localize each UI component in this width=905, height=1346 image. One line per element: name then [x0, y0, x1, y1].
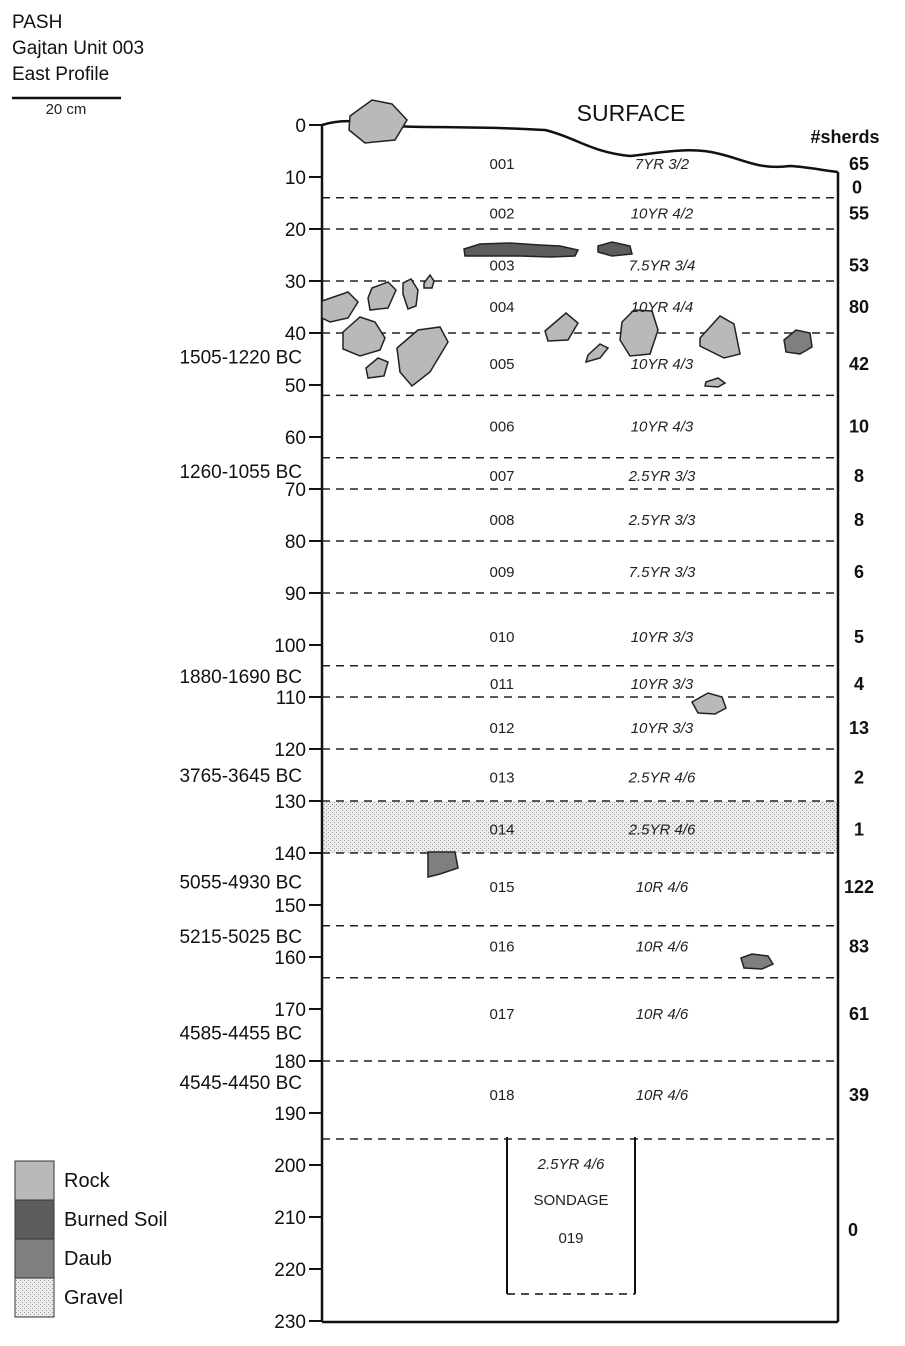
- rock: [322, 292, 358, 322]
- depth-tick-label: 70: [284, 480, 306, 501]
- rock: [368, 282, 396, 310]
- legend-label: Gravel: [64, 1287, 123, 1309]
- layer-sherd-count: 8: [853, 510, 865, 531]
- rock: [397, 327, 448, 386]
- layer-unit-number: 015: [489, 878, 515, 896]
- radiocarbon-date: 3765-3645 BC: [179, 766, 302, 787]
- layer-unit-number: 017: [489, 1006, 515, 1024]
- layer-munsell-color: 2.5YR 3/3: [628, 512, 696, 530]
- layer-munsell-color: 10YR 4/3: [630, 418, 694, 436]
- depth-tick-label: 60: [284, 428, 306, 449]
- layer-munsell-color: 7.5YR 3/4: [628, 257, 696, 275]
- layer-munsell-color: 2.5YR 4/6: [628, 769, 696, 787]
- layer-unit-number: 006: [489, 418, 515, 436]
- radiocarbon-date: 4545-4450 BC: [179, 1072, 302, 1094]
- depth-tick-label: 130: [274, 792, 306, 813]
- layer-sherd-count: 39: [848, 1084, 870, 1105]
- depth-tick-label: 30: [284, 272, 306, 293]
- rock: [620, 310, 658, 356]
- depth-tick-label: 40: [284, 324, 306, 345]
- layer-munsell-color: 2.5YR 3/3: [628, 468, 696, 485]
- depth-tick-label: 100: [274, 636, 306, 657]
- layer-unit-number: 018: [489, 1086, 515, 1104]
- radiocarbon-date: 5055-4930 BC: [179, 872, 302, 894]
- layer-unit-number: 005: [489, 356, 515, 374]
- legend-swatch: [15, 1239, 54, 1278]
- depth-tick-label: 50: [284, 376, 306, 397]
- sondage-unit: 019: [558, 1230, 584, 1247]
- depth-tick-label: 140: [274, 844, 306, 865]
- burned-soil: [598, 242, 632, 256]
- layer-sherd-count: 83: [848, 936, 870, 957]
- layer-munsell-color: 10YR 3/3: [630, 629, 694, 647]
- depth-tick-label: 200: [274, 1156, 306, 1177]
- radiocarbon-date: 1505-1220 BC: [179, 347, 302, 369]
- radiocarbon-dates: [179, 347, 302, 1093]
- layer-sherd-count: 5: [853, 627, 865, 648]
- depth-tick-label: 150: [274, 896, 306, 917]
- legend-label: Daub: [64, 1248, 112, 1270]
- layer-munsell-color: 10R 4/6: [635, 938, 689, 956]
- rock: [692, 693, 726, 714]
- depth-tick-label: 190: [274, 1104, 306, 1125]
- sherds-header: #sherds: [810, 127, 880, 147]
- layer-munsell-color: 10R 4/6: [635, 1006, 689, 1024]
- depth-tick-label: 160: [274, 948, 306, 969]
- daub: [741, 954, 773, 969]
- layer-sherd-count: 80: [848, 297, 870, 317]
- surface-label: SURFACE: [576, 100, 686, 126]
- layer-sherd-count: 55: [848, 203, 870, 224]
- legend: [15, 1161, 167, 1317]
- layer-sherd-count: 122: [843, 876, 875, 897]
- legend-label: Burned Soil: [64, 1209, 168, 1231]
- layer-unit-number: 013: [489, 769, 515, 787]
- layer-sherd-count: 53: [848, 255, 870, 276]
- radiocarbon-date: 4585-4455 BC: [179, 1023, 302, 1045]
- layer-unit-number: 007: [489, 468, 515, 485]
- burned-soil: [464, 243, 578, 257]
- unit-name: Gajtan Unit 003: [12, 38, 145, 59]
- layer-sherd-count: 4: [853, 674, 865, 694]
- layer-unit-number: 012: [489, 720, 515, 738]
- layer-sherd-count: 42: [848, 354, 870, 375]
- layer-munsell-color: 10R 4/6: [635, 878, 689, 896]
- depth-tick-label: 80: [284, 532, 306, 553]
- rock: [586, 344, 608, 362]
- profile-name: East Profile: [12, 64, 110, 85]
- depth-axis: [274, 116, 322, 1333]
- legend-swatch: [15, 1278, 54, 1317]
- layer-sherd-count: 0: [851, 177, 863, 198]
- rock: [700, 316, 740, 358]
- gravel-layer-fill: [322, 801, 838, 853]
- depth-tick-label: 120: [274, 740, 306, 761]
- layer-munsell-color: 2.5YR 4/6: [628, 821, 696, 839]
- layer-labels: [489, 154, 874, 1105]
- layer-munsell-color: 7.5YR 3/3: [628, 564, 696, 582]
- layer-unit-number: 001: [489, 156, 515, 173]
- layer-unit-number: 008: [489, 512, 515, 530]
- layer-unit-number: 016: [489, 938, 515, 956]
- layer-sherd-count: 13: [848, 718, 870, 739]
- layer-unit-number: 009: [489, 564, 515, 582]
- radiocarbon-date: 1260-1055 BC: [179, 461, 302, 483]
- sondage-munsell: 2.5YR 4/6: [537, 1156, 605, 1173]
- scale-bar-label: 20 cm: [45, 101, 87, 118]
- legend-swatch: [15, 1161, 54, 1200]
- layer-unit-number: 003: [489, 257, 515, 275]
- rock: [349, 100, 407, 143]
- layer-boundaries: [322, 198, 838, 1139]
- layer-sherd-count: 8: [853, 466, 865, 486]
- gravel-fill: [322, 801, 838, 853]
- depth-tick-label: 20: [284, 220, 306, 241]
- legend-label: Rock: [64, 1170, 110, 1192]
- depth-tick-label: 210: [274, 1208, 306, 1229]
- layer-sherd-count: 65: [848, 154, 870, 174]
- sondage-label: SONDAGE: [533, 1192, 609, 1209]
- layer-sherd-count: 10: [848, 416, 870, 437]
- layer-unit-number: 011: [490, 676, 514, 693]
- layer-sherd-count: 2: [853, 767, 865, 788]
- radiocarbon-date: 1880-1690 BC: [179, 667, 302, 689]
- layer-sherd-count: 1: [853, 819, 865, 840]
- layer-unit-number: 004: [489, 299, 515, 316]
- layer-munsell-color: 10YR 3/3: [630, 720, 694, 738]
- depth-tick-label: 230: [274, 1312, 306, 1333]
- layer-munsell-color: 7YR 3/2: [634, 156, 690, 173]
- layer-unit-number: 014: [489, 821, 515, 839]
- depth-tick-label: 0: [295, 116, 306, 137]
- depth-tick-label: 110: [275, 688, 306, 709]
- rock: [705, 378, 725, 387]
- depth-tick-label: 180: [274, 1052, 306, 1073]
- sondage: [507, 1137, 858, 1294]
- depth-tick-label: 220: [274, 1260, 306, 1281]
- sondage-sherd-count: 0: [847, 1220, 859, 1240]
- layer-munsell-color: 10YR 4/4: [630, 299, 694, 316]
- rock: [343, 317, 385, 356]
- layer-unit-number: 002: [489, 205, 515, 223]
- layer-munsell-color: 10YR 4/3: [630, 356, 694, 374]
- layer-munsell-color: 10YR 3/3: [630, 676, 694, 693]
- radiocarbon-date: 5215-5025 BC: [179, 927, 302, 949]
- legend-swatch: [15, 1200, 54, 1239]
- layer-munsell-color: 10YR 4/2: [630, 205, 694, 223]
- daub: [428, 852, 458, 877]
- depth-tick-label: 90: [284, 584, 306, 605]
- rock: [424, 275, 434, 288]
- rock: [366, 358, 388, 378]
- rock: [545, 313, 578, 341]
- layer-unit-number: 010: [489, 629, 515, 647]
- site-name: PASH: [12, 12, 63, 33]
- depth-tick-label: 10: [284, 168, 306, 189]
- depth-tick-label: 170: [274, 1000, 306, 1021]
- rock: [403, 279, 418, 309]
- layer-munsell-color: 10R 4/6: [635, 1086, 689, 1104]
- layer-sherd-count: 61: [848, 1004, 870, 1025]
- layer-sherd-count: 6: [853, 562, 865, 583]
